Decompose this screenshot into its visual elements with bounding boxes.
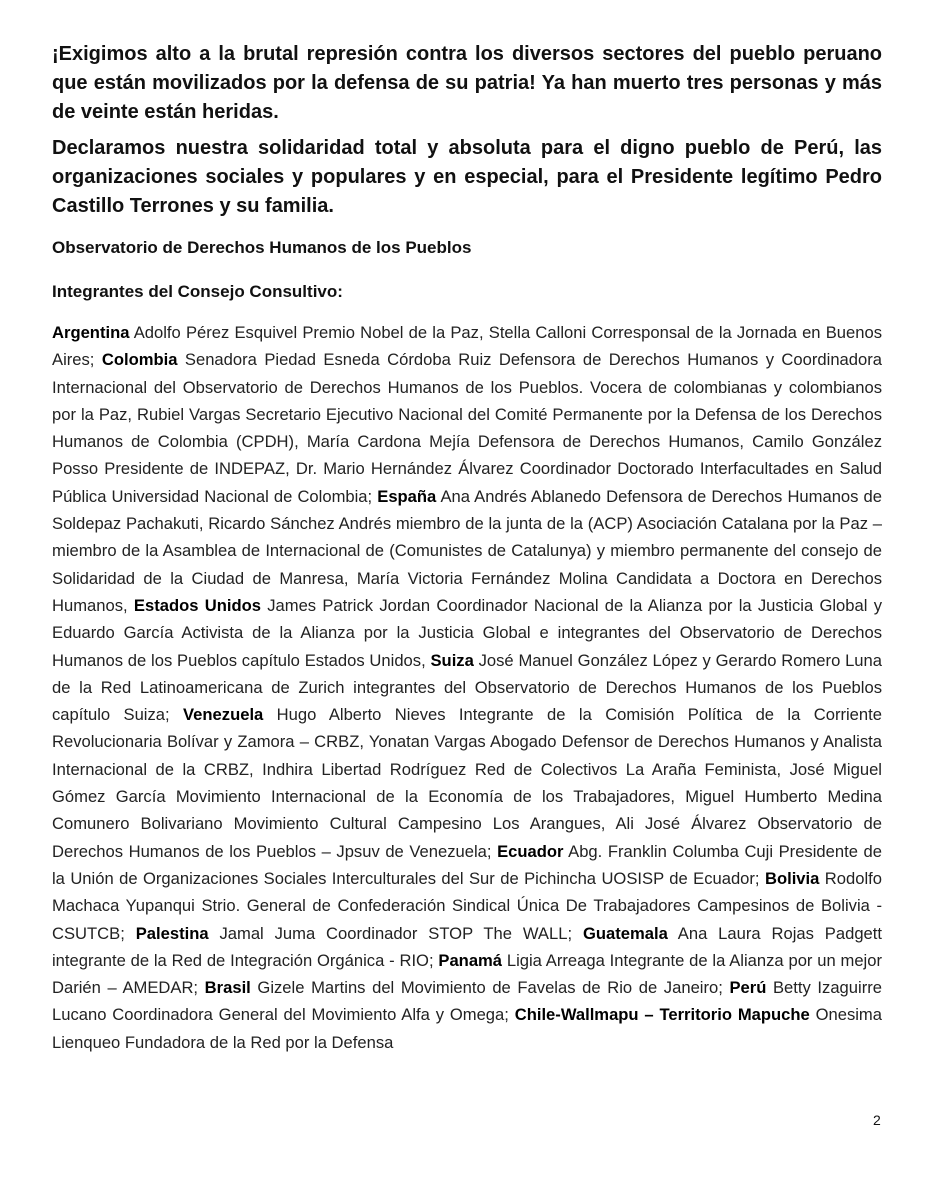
country-label: Suiza [430,650,474,670]
country-label: Brasil [204,978,251,998]
country-label: Estados Unidos [133,595,261,615]
country-label: Panamá [438,950,503,970]
country-label: Colombia [101,350,178,370]
member-text: Jamal Juma Coordinador STOP The WALL; [208,923,583,943]
member-text: Abg. Franklin Columba Cuji Presidente de la Unión de Organizaciones Sociales Interculturales del Sur de Pichincha UOSISP de Ecuador; [52,841,882,888]
member-text: Onesima Lienqueo Fundadora de la Red por la Defensa [52,1005,882,1052]
member-text: Gizele Martins del Movimiento de Favelas de Rio de Janeiro; [250,978,730,998]
member-text: Betty Izaguirre Lucano Coordinadora General del Movimiento Alfa y Omega; [52,978,882,1025]
intro-paragraph-solidarity: Declaramos nuestra solidaridad total y absoluta para el digno pueblo de Perú, las organizaciones sociales y populares y en especial, para el Presidente legítimo Pedro Castillo Terrones y su familia. [52,137,882,217]
country-label: Argentina [52,323,130,342]
country-label: Guatemala [582,923,668,943]
member-text: Rodolfo Machaca Yupanqui Strio. General de Confederación Sindical Única De Trabajadores Campesinos de Bolivia - CSUTCB; [52,868,882,943]
country-label: Chile-Wallmapu – Territorio Mapuche [514,1005,810,1025]
country-label: Perú [729,978,767,998]
intro-paragraph-demand: ¡Exigimos alto a la brutal represión contra los diversos sectores del pueblo peruano que están movilizados por la defensa de su patria! Ya han muerto tres personas y más de veinte están heridas. [52,43,882,123]
country-label: Bolivia [764,868,820,888]
country-label: Ecuador [497,841,564,861]
member-text: Senadora Piedad Esneda Córdoba Ruiz Defensora de Derechos Humanos y Coordinadora Internacional del Observatorio de Derechos Humanos de los Pueblos. Vocera de colombianas y colombianos por la Paz, Rubiel Vargas Secretario Ejecutivo Nacional del Comité Permanente por la Defensa de los Derechos Humanos de Colombia (CPDH), María Cardona Mejía Defensora de Derechos Humanos, Camilo González Posso Presidente de INDEPAZ, Dr. Mario Hernández Álvarez Coordinador Doctorado Interfacultades en Salud Pública Universidad Nacional de Colombia; [52,350,882,506]
member-text: Adolfo Pérez Esquivel Premio Nobel de la Paz, Stella Calloni Corresponsal de la Jornada en Buenos Aires; [52,323,882,370]
country-label: España [377,486,437,506]
organization-title: Observatorio de Derechos Humanos de los Pueblos [52,238,472,257]
member-text: Ana Andrés Ablanedo Defensora de Derechos Humanos de Soldepaz Pachakuti, Ricardo Sánchez Andrés miembro de la junta de la (ACP) Asociación Catalana por la Paz – miembro de la Asamblea de Internacional de (Comunistes de Catalunya) y miembro permanente del consejo de Solidaridad de la Ciudad de Manresa, María Victoria Fernández Molina Candidata a Doctora en Derechos Humanos, [52,486,883,615]
council-members-paragraph [52,319,882,1056]
member-text: Ligia Arreaga Integrante de la Alianza por un mejor Darién – AMEDAR; [52,950,883,998]
member-text: Hugo Alberto Nieves Integrante de la Comisión Política de la Corriente Revolucionaria Bolívar y Zamora – CRBZ, Yonatan Vargas Abogado Defensor de Derechos Humanos y Analista Internacional de la CRBZ, Indhira Libertad Rodríguez Red de Colectivos La Araña Feminista, José Miguel Gómez García Movimiento Internacional de la Economía de los Trabajadores, Miguel Humberto Medina Comunero Bolivariano Movimiento Cultural Campesino Los Arangues, Ali José Álvarez Observatorio de Derechos Humanos de los Pueblos – Jpsuv de Venezuela; [52,705,882,861]
country-label: Venezuela [183,705,264,725]
member-text: James Patrick Jordan Coordinador Nacional de la Alianza por la Justicia Global y Eduardo García Activista de la Alianza por la Justicia Global e integrantes del Observatorio de Derechos Humanos de los Pueblos capítulo Estados Unidos, [52,595,882,670]
member-text: Ana Laura Rojas Padgett integrante de la Red de Integración Orgánica - RIO; [52,923,882,970]
council-title: Integrantes del Consejo Consultivo: [52,282,343,301]
page-number: 2 [873,1112,881,1128]
country-label: Palestina [135,923,209,943]
member-text: José Manuel González López y Gerardo Romero Luna de la Red Latinoamericana de Zurich integrantes del Observatorio de Derechos Humanos de los Pueblos capítulo Suiza; [52,650,882,725]
